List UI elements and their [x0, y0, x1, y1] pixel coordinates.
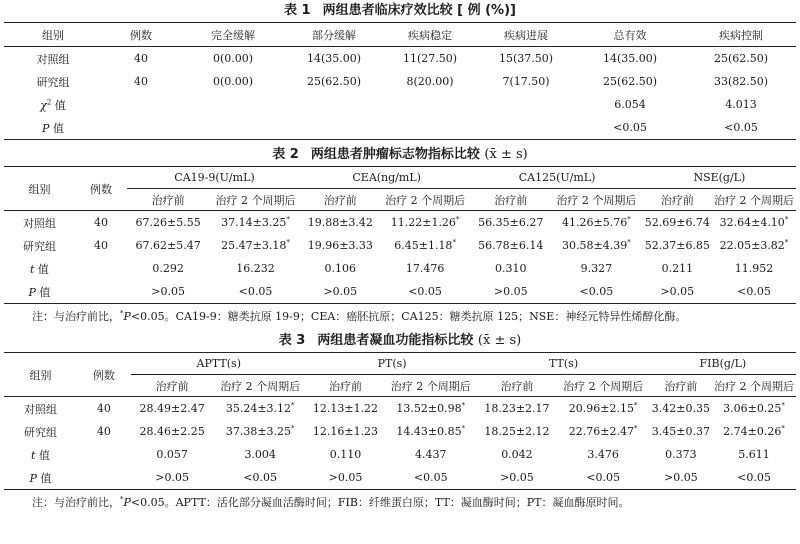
table-cell: 研究组: [36, 75, 70, 89]
table-cell: 对照组: [36, 52, 70, 66]
empty-cell: [75, 257, 127, 280]
cell-value: 12.13±1.22: [312, 402, 379, 415]
table1-header-cell: 部分缓解: [312, 28, 356, 42]
table1-header-cell: 组别: [42, 28, 64, 42]
note-p: P: [123, 310, 131, 323]
table-cell: [712, 211, 796, 235]
table-cell: >0.05: [155, 471, 189, 484]
cell-value: 37.38±3.25: [225, 425, 292, 438]
t-symbol: t: [30, 262, 35, 276]
table-cell: 25(62.50): [602, 75, 658, 88]
table3-caption: [0, 330, 800, 352]
p-label-text: 值: [36, 471, 52, 485]
table-cell: [127, 234, 209, 257]
table-cell: [477, 397, 556, 421]
table-cell: [379, 234, 472, 257]
table-cell: 4.013: [725, 98, 757, 111]
table3-subheader-after: 治疗 2 个周期后: [220, 379, 301, 393]
table-cell: [131, 397, 214, 421]
note-p: P: [123, 496, 131, 509]
table-cell-n: 40: [94, 216, 109, 229]
table-row-p: [4, 280, 796, 304]
table-cell: [643, 234, 712, 257]
significance-star: *: [461, 424, 466, 433]
table-cell: 0.310: [494, 262, 527, 275]
table3-number: 表 3: [278, 333, 306, 348]
note-prefix: 注：与治疗前比，: [32, 310, 120, 323]
table3-header-marker: TT(s): [477, 353, 649, 375]
cell-value: 2.74±0.26: [723, 425, 782, 438]
table-cell: 17.476: [405, 262, 445, 275]
cell-value: 67.62±5.47: [135, 239, 201, 252]
table-cell: 14(35.00): [306, 52, 362, 65]
cell-value: 22.76±2.47: [568, 425, 634, 438]
p-label-text: 值: [35, 285, 51, 299]
table1: [4, 22, 796, 140]
cell-value: 41.26±5.76: [562, 216, 628, 229]
table-cell: [384, 397, 477, 421]
table-cell: 8(20.00): [406, 75, 454, 88]
table-cell-group: 对照组: [24, 402, 57, 416]
cell-value: 52.69±6.74: [644, 216, 710, 229]
table-cell: [550, 234, 643, 257]
table-cell: 0(0.00): [212, 75, 254, 88]
p-symbol: P: [42, 121, 50, 135]
table2-number: 表 2: [272, 147, 299, 162]
empty-cell: [77, 443, 131, 466]
table2-subheader-before: 治疗前: [323, 193, 357, 207]
cell-value: 28.49±2.47: [139, 402, 205, 415]
table-row-p: [4, 466, 796, 490]
significance-star: *: [455, 215, 460, 224]
cell-value: 30.58±4.39: [562, 239, 628, 252]
table-cell: 4.437: [414, 448, 447, 461]
table2-subheader-after: 治疗 2 个周期后: [556, 193, 637, 207]
chi-label: [4, 93, 102, 116]
table-cell: 3.476: [587, 448, 619, 461]
cell-value: 56.78±6.14: [478, 239, 544, 252]
cell-value: 19.96±3.33: [307, 239, 373, 252]
table-cell-n: 40: [94, 239, 109, 252]
significance-star: *: [461, 401, 466, 410]
table-cell: 0.057: [156, 448, 188, 461]
significance-star: *: [781, 424, 785, 433]
table-cell: [471, 211, 550, 235]
table2-subheader-after: 治疗 2 个周期后: [713, 193, 794, 207]
table-cell: <0.05: [613, 121, 647, 134]
table3-header-marker: PT(s): [307, 353, 478, 375]
table3-header-marker: APTT(s): [131, 353, 307, 375]
table2-title-stat: (x̄ ± s): [484, 147, 528, 162]
table-cell: <0.05: [243, 471, 278, 484]
table-row-t: [4, 257, 796, 280]
table-row: [4, 47, 796, 71]
t-label-text: 值: [35, 448, 50, 462]
table3-header-n: 例数: [77, 353, 131, 397]
chi-label-text: 值: [51, 98, 66, 112]
cell-value: 11.22±1.26: [390, 216, 456, 229]
cell-value: 18.25±2.12: [484, 425, 550, 438]
table2-header-group: 组别: [4, 167, 75, 211]
table1-header-cell: 疾病控制: [719, 28, 763, 42]
table-row: [4, 397, 796, 421]
p-label: [4, 116, 102, 140]
table1-caption: [0, 0, 800, 22]
table-row: [4, 211, 796, 235]
table2-subheader-after: 治疗 2 个周期后: [385, 193, 466, 207]
table2-subheader-after: 治疗 2 个周期后: [215, 193, 296, 207]
table-cell: 15(37.50): [498, 52, 554, 65]
table1-header-row: [4, 23, 796, 47]
significance-star: *: [291, 424, 295, 433]
table1-header-cell: 完全缓解: [211, 28, 255, 42]
table2-header-row: [4, 167, 796, 189]
table-cell: 33(82.50): [713, 75, 769, 88]
cell-value: 35.24±3.12: [225, 402, 292, 415]
table2-header-n: 例数: [75, 167, 127, 211]
table-row: [4, 234, 796, 257]
table-cell: [214, 397, 307, 421]
significance-star: *: [784, 238, 789, 247]
table3-header-group: 组别: [4, 353, 77, 397]
table-cell: [302, 234, 379, 257]
table-cell: 40: [134, 52, 148, 65]
table-cell: <0.05: [724, 121, 758, 134]
table-cell: [209, 211, 302, 235]
table-cell: >0.05: [660, 285, 695, 298]
table-cell: 6.054: [614, 98, 646, 111]
table-cell: [643, 211, 712, 235]
p-label-text: 值: [49, 121, 64, 135]
table-cell: >0.05: [323, 285, 358, 298]
table-cell: <0.05: [579, 285, 614, 298]
table-cell: <0.05: [238, 285, 273, 298]
table2-header-marker: CEA(ng/mL): [302, 167, 472, 189]
cell-value: 32.64±4.10: [719, 216, 785, 229]
table3-subheader-after: 治疗 2 个周期后: [563, 379, 644, 393]
cell-value: 12.16±1.23: [312, 425, 379, 438]
cell-value: 19.88±3.42: [307, 216, 373, 229]
table-cell: [127, 211, 209, 235]
cell-value: 52.37±6.85: [644, 239, 710, 252]
table-cell: [650, 397, 712, 421]
table1-header-cell: 总有效: [613, 28, 647, 42]
table-cell: 5.611: [738, 448, 770, 461]
table3-subheader-before: 治疗前: [500, 379, 534, 393]
table-cell: 0.211: [661, 262, 694, 275]
cell-value: 14.43±0.85: [396, 425, 462, 438]
chi-superscript: 2: [46, 97, 52, 106]
table1-chi-row: [4, 93, 796, 116]
cell-value: 56.35±6.27: [478, 216, 544, 229]
table-cell: <0.05: [586, 471, 620, 484]
empty-cell: [75, 280, 127, 304]
cell-value: 6.45±1.18: [394, 239, 453, 252]
table-cell: 9.327: [580, 262, 613, 275]
table-cell: [214, 420, 307, 443]
table-cell-n: 40: [96, 425, 111, 438]
table3-subheader-before: 治疗前: [664, 379, 698, 393]
table-cell: >0.05: [500, 471, 534, 484]
table-cell: <0.05: [737, 471, 771, 484]
table-cell-group: 研究组: [22, 239, 56, 253]
table-cell: 0.106: [324, 262, 357, 275]
table-cell: [471, 234, 550, 257]
cell-value: 67.26±5.55: [135, 216, 201, 229]
cell-value: 22.05±3.82: [719, 239, 785, 252]
significance-star: *: [452, 238, 456, 247]
significance-star: *: [286, 215, 290, 224]
table-cell: 11(27.50): [402, 52, 458, 65]
cell-value: 3.42±0.35: [651, 402, 710, 415]
significance-star: *: [784, 215, 789, 224]
table3-header-marker: FIB(g/L): [650, 353, 796, 375]
table3-header-row: [4, 353, 796, 375]
cell-value: 13.52±0.98: [396, 402, 462, 415]
table-cell-group: 对照组: [22, 216, 56, 230]
cell-value: 3.06±0.25: [723, 402, 782, 415]
table2-header-marker: CA125(U/mL): [471, 167, 642, 189]
table3-title-stat: (x̄ ± s): [477, 333, 522, 348]
table-cell: [302, 211, 379, 235]
table-cell: >0.05: [493, 285, 528, 298]
table-row: [4, 70, 796, 93]
table-cell: 0.042: [501, 448, 533, 461]
table-cell: <0.05: [737, 285, 771, 298]
table2-subheader-before: 治疗前: [660, 193, 694, 207]
table-cell: [557, 397, 650, 421]
table2-header-marker: NSE(g/L): [643, 167, 796, 189]
table-cell: 0(0.00): [212, 52, 254, 65]
table-cell: [712, 420, 796, 443]
table-row-t: [4, 443, 796, 466]
table1-number: 表 1: [284, 3, 311, 18]
significance-star: *: [286, 238, 290, 247]
t-label-text: 值: [34, 262, 49, 276]
table-cell: >0.05: [151, 285, 185, 298]
note-star: *: [120, 309, 124, 318]
t-symbol: t: [31, 448, 36, 462]
table-cell: [477, 420, 556, 443]
table1-header-cell: 疾病进展: [504, 28, 548, 42]
table-cell: >0.05: [664, 471, 698, 484]
table-cell: 3.004: [244, 448, 276, 461]
table3-note: [0, 490, 800, 516]
table-cell: [307, 420, 384, 443]
table3-title: 两组患者凝血功能指标比较: [317, 333, 474, 348]
cell-value: 28.46±2.25: [139, 425, 205, 438]
significance-star: *: [634, 401, 638, 410]
table-cell: <0.05: [413, 471, 448, 484]
significance-star: *: [781, 401, 785, 410]
cell-value: 37.14±3.25: [221, 216, 287, 229]
table1-header-cell: 例数: [130, 28, 152, 42]
significance-star: *: [291, 401, 295, 410]
table3-subheader-after: 治疗 2 个周期后: [390, 379, 471, 393]
chi-symbol: χ: [40, 98, 47, 112]
t-label: [4, 443, 77, 466]
p-symbol: P: [28, 285, 36, 299]
table-cell: 0.373: [665, 448, 697, 461]
note-text: <0.05。APTT：活化部分凝血活酶时间；FIB：纤维蛋白原；TT：凝血酶时间；PT：凝血酶原时间。: [130, 496, 630, 509]
table3-subheader-before: 治疗前: [328, 379, 362, 393]
table-cell: 16.232: [236, 262, 275, 275]
table-cell: [712, 397, 796, 421]
table2-title: 两组患者肿瘤标志物指标比较: [310, 147, 480, 162]
p-symbol: P: [29, 471, 37, 485]
t-label: [4, 257, 75, 280]
table-cell: <0.05: [408, 285, 442, 298]
table-cell: [557, 420, 650, 443]
table3: [4, 352, 796, 490]
table-cell: [307, 397, 384, 421]
table-cell: >0.05: [328, 471, 363, 484]
table3-subheader-before: 治疗前: [155, 379, 189, 393]
p-label: [4, 466, 77, 490]
significance-star: *: [627, 215, 631, 224]
table-cell: 0.292: [152, 262, 184, 275]
table-cell: 7(17.50): [502, 75, 550, 88]
table-cell: 40: [134, 75, 148, 88]
table2-caption: [0, 144, 800, 166]
table-cell: 11.952: [734, 262, 774, 275]
table2-header-marker: CA19-9(U/mL): [127, 167, 302, 189]
table-cell-n: 40: [96, 402, 111, 415]
significance-star: *: [634, 424, 638, 433]
p-label: [4, 280, 75, 304]
table-cell: 0.110: [329, 448, 362, 461]
table-cell: [712, 234, 796, 257]
table1-title: 两组患者临床疗效比较 [ 例 (%)]: [322, 3, 516, 18]
table-row: [4, 420, 796, 443]
table2: [4, 166, 796, 304]
table-cell: [650, 420, 712, 443]
note-star: *: [120, 495, 124, 504]
note-prefix: 注：与治疗前比，: [32, 496, 120, 509]
table2-subheader-before: 治疗前: [494, 193, 528, 207]
table1-header-cell: 疾病稳定: [408, 28, 452, 42]
table-cell: [379, 211, 472, 235]
table1-p-row: [4, 116, 796, 140]
table-cell: [131, 420, 214, 443]
table2-subheader-before: 治疗前: [151, 193, 185, 207]
cell-value: 25.47±3.18: [221, 239, 287, 252]
table-cell: [209, 234, 302, 257]
cell-value: 3.45±0.37: [651, 425, 710, 438]
cell-value: 18.23±2.17: [484, 402, 550, 415]
empty-cell: [77, 466, 131, 490]
table-cell: [384, 420, 477, 443]
table-cell: 25(62.50): [306, 75, 362, 88]
table-cell-group: 研究组: [24, 425, 57, 439]
table-cell: 25(62.50): [713, 52, 769, 65]
table2-note: [0, 304, 800, 330]
note-text: <0.05。CA19-9：糖类抗原 19-9；CEA：癌胚抗原；CA125：糖类抗原 125；NSE：神经元特异性烯醇化酶。: [130, 310, 687, 323]
cell-value: 20.96±2.15: [568, 402, 634, 415]
table-cell: [550, 211, 643, 235]
table3-subheader-after: 治疗 2 个周期后: [713, 379, 794, 393]
table-cell: 14(35.00): [602, 52, 658, 65]
significance-star: *: [627, 238, 631, 247]
